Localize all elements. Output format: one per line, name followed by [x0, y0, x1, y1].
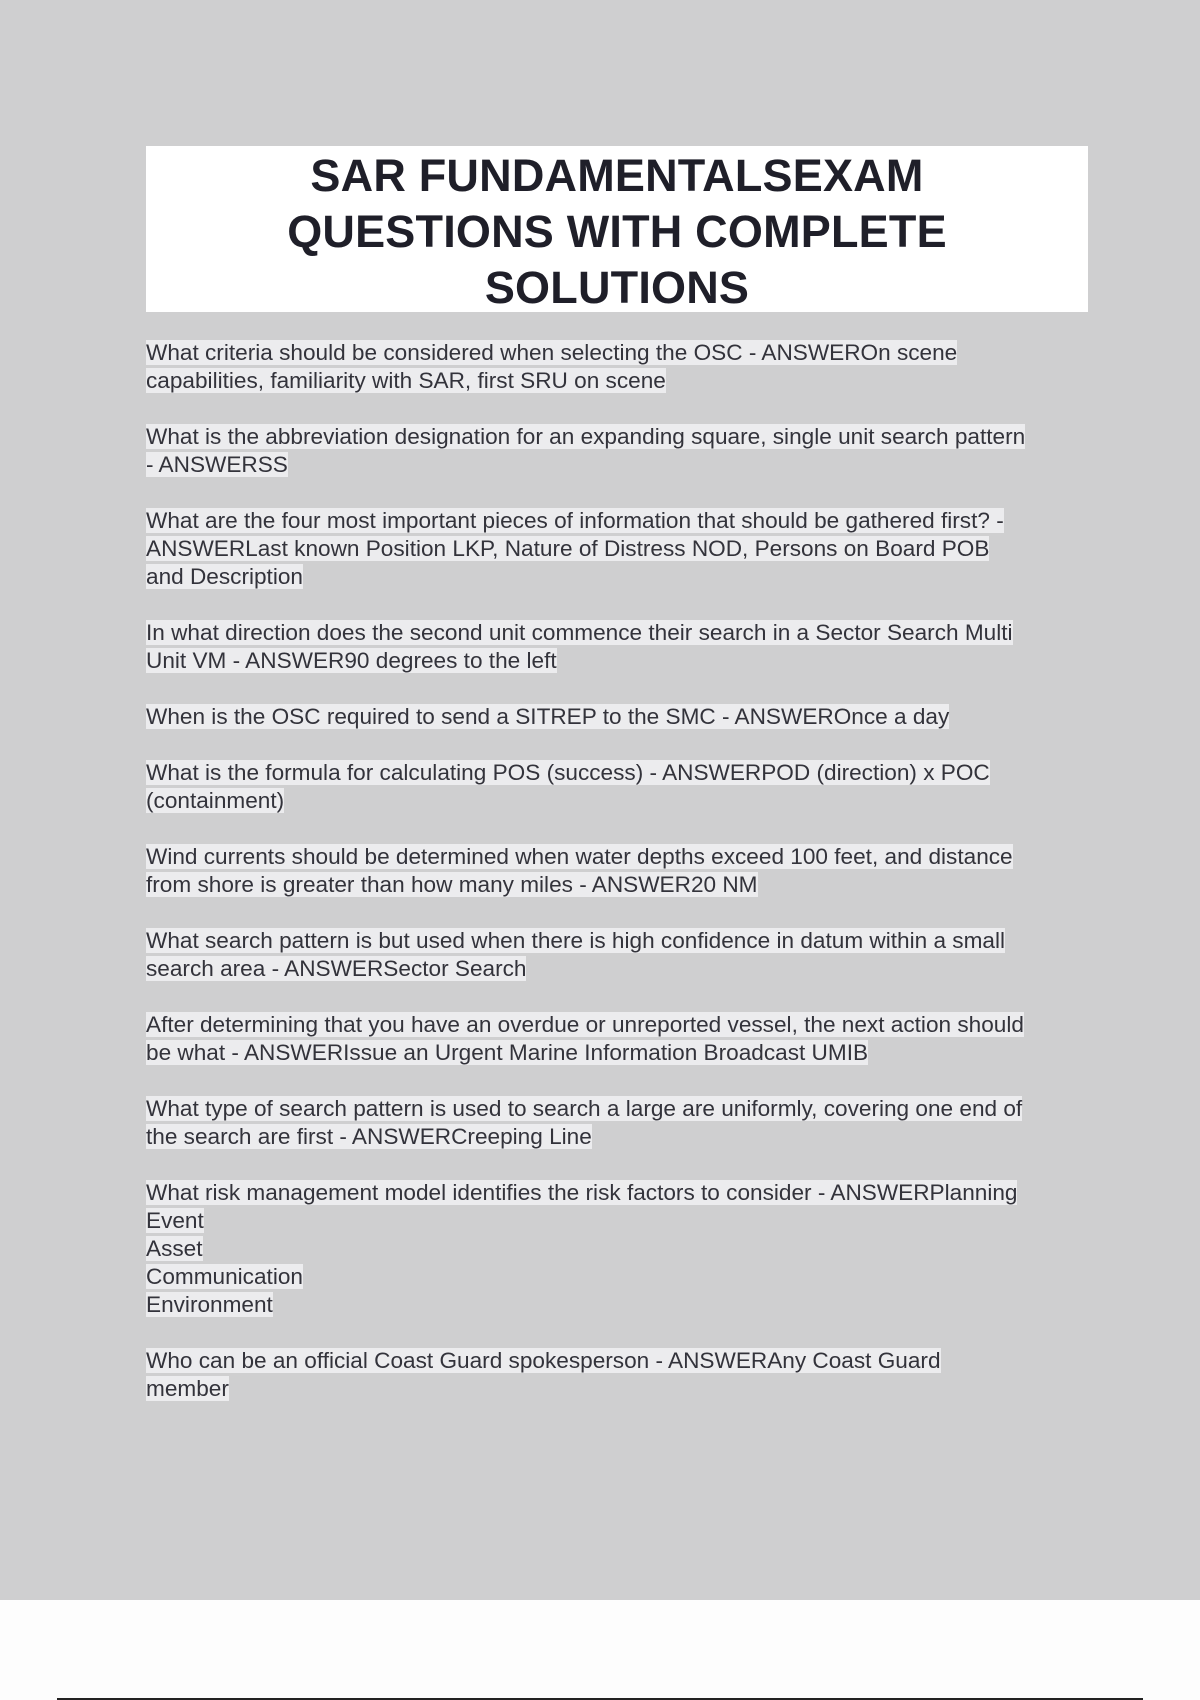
qa-item	[146, 1347, 1091, 1403]
title-line: QUESTIONS WITH COMPLETE	[287, 206, 947, 257]
qa-item	[146, 927, 1091, 983]
qa-line	[146, 1095, 1091, 1123]
qa-item	[146, 759, 1091, 815]
qa-line	[146, 507, 1091, 535]
qa-line-text: When is the OSC required to send a SITREP to the SMC - ANSWEROnce a day	[146, 704, 950, 729]
qa-line-text: After determining that you have an overdue or unreported vessel, the next action should	[146, 1012, 1024, 1037]
qa-line-text: capabilities, familiarity with SAR, first SRU on scene	[146, 368, 666, 393]
qa-line	[146, 1207, 1091, 1235]
document-title	[146, 146, 1088, 312]
qa-line-text: Environment	[146, 1292, 273, 1317]
qa-line	[146, 787, 1091, 815]
question-answer-list	[146, 339, 1091, 1431]
qa-line-text: In what direction does the second unit commence their search in a Sector Search Multi	[146, 620, 1013, 645]
qa-line	[146, 759, 1091, 787]
qa-line-text: search area - ANSWERSector Search	[146, 956, 527, 981]
qa-line	[146, 1347, 1091, 1375]
qa-item	[146, 1179, 1091, 1319]
qa-item	[146, 339, 1091, 395]
qa-line-text: from shore is greater than how many miles - ANSWER20 NM	[146, 872, 758, 897]
qa-line-text: the search are first - ANSWERCreeping Line	[146, 1124, 592, 1149]
qa-item	[146, 1095, 1091, 1151]
qa-line-text: What criteria should be considered when selecting the OSC - ANSWEROn scene	[146, 340, 958, 365]
qa-line	[146, 619, 1091, 647]
qa-line	[146, 1235, 1091, 1263]
qa-item	[146, 619, 1091, 675]
qa-line	[146, 871, 1091, 899]
qa-line-text: member	[146, 1376, 229, 1401]
qa-item	[146, 703, 1091, 731]
qa-line-text: What is the abbreviation designation for an expanding square, single unit search pattern	[146, 424, 1026, 449]
qa-line	[146, 535, 1091, 563]
qa-line-text: What is the formula for calculating POS (success) - ANSWERPOD (direction) x POC	[146, 760, 990, 785]
qa-line	[146, 1263, 1091, 1291]
qa-line-text: Event	[146, 1208, 204, 1233]
qa-line	[146, 1123, 1091, 1151]
qa-line	[146, 1375, 1091, 1403]
qa-line-text: - ANSWERSS	[146, 452, 288, 477]
qa-item	[146, 507, 1091, 591]
qa-line	[146, 1039, 1091, 1067]
qa-line-text: Unit VM - ANSWER90 degrees to the left	[146, 648, 557, 673]
qa-line	[146, 927, 1091, 955]
qa-line-text: and Description	[146, 564, 303, 589]
qa-line	[146, 367, 1091, 395]
qa-item	[146, 843, 1091, 899]
qa-line	[146, 1291, 1091, 1319]
qa-line	[146, 1179, 1091, 1207]
qa-line	[146, 955, 1091, 983]
qa-line-text: What type of search pattern is used to search a large are uniformly, covering one end of	[146, 1096, 1023, 1121]
qa-line-text: Wind currents should be determined when water depths exceed 100 feet, and distance	[146, 844, 1013, 869]
qa-line-text: What search pattern is but used when there is high confidence in datum within a small	[146, 928, 1006, 953]
qa-line	[146, 843, 1091, 871]
qa-item	[146, 423, 1091, 479]
qa-line-text: Communication	[146, 1264, 303, 1289]
qa-line	[146, 563, 1091, 591]
qa-line-text: What are the four most important pieces of information that should be gathered first? -	[146, 508, 1004, 533]
qa-line-text: (containment)	[146, 788, 285, 813]
qa-line-text: be what - ANSWERIssue an Urgent Marine Information Broadcast UMIB	[146, 1040, 869, 1065]
qa-line	[146, 423, 1091, 451]
title-line: SOLUTIONS	[484, 262, 750, 313]
qa-line-text: Who can be an official Coast Guard spokesperson - ANSWERAny Coast Guard	[146, 1348, 941, 1373]
qa-line	[146, 451, 1091, 479]
qa-line	[146, 647, 1091, 675]
qa-line-text: What risk management model identifies the risk factors to consider - ANSWERPlanning	[146, 1180, 1018, 1205]
qa-item	[146, 1011, 1091, 1067]
qa-line-text: ANSWERLast known Position LKP, Nature of Distress NOD, Persons on Board POB	[146, 536, 990, 561]
qa-line	[146, 703, 1091, 731]
qa-line-text: Asset	[146, 1236, 203, 1261]
qa-line	[146, 339, 1091, 367]
qa-line	[146, 1011, 1091, 1039]
title-line: SAR FUNDAMENTALSEXAM	[310, 150, 924, 201]
